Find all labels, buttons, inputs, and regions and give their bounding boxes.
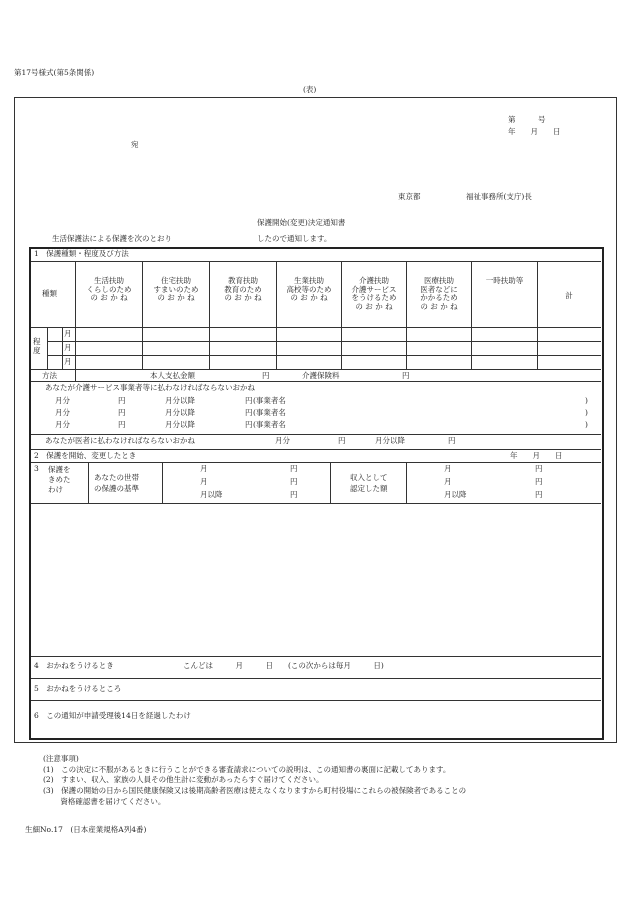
income-label: 収入として 認定した額: [350, 473, 388, 493]
yen: 円: [448, 436, 456, 445]
yen: 円: [402, 371, 410, 380]
degree-month-2: 月: [64, 343, 72, 352]
form-number: 第17号様式(第5条関係): [14, 68, 95, 77]
sender-prefecture: 東京都: [398, 192, 421, 201]
care-from-month: 月分以降: [165, 408, 195, 417]
notes: [43, 755, 466, 808]
col-care: 介護扶助 介護サービス をうけるため の お か ね: [351, 276, 397, 311]
provider-name: (事業者名: [253, 396, 286, 405]
yen: 円: [245, 408, 253, 417]
section-4-text: こんどは 月 日 (この次からは毎月 日): [183, 661, 384, 670]
addressee: 宛: [131, 140, 139, 149]
self-pay-label: 本人支払金額: [150, 371, 195, 380]
yen: 円: [245, 396, 253, 405]
doctor-label: あなたが医者に払わなければならないおかね: [45, 436, 195, 445]
yen: 円: [535, 477, 543, 486]
section-6-title: 6 この通知が申請受理後14日を経過したわけ: [34, 711, 191, 720]
care-month: 月分: [55, 420, 70, 429]
standard-month-after: 月以降: [200, 490, 223, 499]
intro-text: 生活保護法による保護を次のとおり: [52, 234, 172, 243]
footer-code: 生細No.17 (日本産業規格A列4番): [25, 825, 147, 834]
note-item: (1) この決定に不服があるときに行うことができる審査請求についての説明は、この通知書の裏面に記載してあります。: [43, 764, 451, 774]
section-3-number: 3: [34, 464, 39, 473]
section-1-title: 1 保護種類・程度及び方法: [34, 249, 129, 258]
close-paren: ): [585, 408, 588, 417]
close-paren: ): [585, 396, 588, 405]
document-number: 第 号: [508, 115, 546, 124]
yen: 円: [290, 477, 298, 486]
close-paren: ): [585, 420, 588, 429]
method-label: 方法: [42, 371, 57, 380]
standard-label: あなたの世帯 の保護の基準: [94, 473, 139, 493]
income-month-1: 月: [444, 464, 452, 473]
issue-date: 年 月 日: [508, 127, 561, 136]
reason-label: 保護を きめた わけ: [48, 465, 71, 495]
yen: 円: [118, 396, 126, 405]
care-month: 月分: [55, 408, 70, 417]
yen: 円: [535, 464, 543, 473]
doctor-month: 月分: [275, 436, 290, 445]
care-month: 月分: [55, 396, 70, 405]
yen: 円: [262, 371, 270, 380]
col-occupation: 生業扶助 高校等のため の お か ね: [286, 276, 332, 303]
front-label: (表): [303, 85, 317, 94]
yen: 円: [290, 490, 298, 499]
col-medical: 医療扶助 医者などに かかるため の お か ね: [420, 276, 458, 311]
care-from-month: 月分以降: [165, 396, 195, 405]
col-total: 計: [565, 291, 573, 300]
yen: 円: [118, 420, 126, 429]
income-month-2: 月: [444, 477, 452, 486]
care-from-month: 月分以降: [165, 420, 195, 429]
section-4-title: 4 おかねをうけるとき: [34, 661, 114, 670]
section-2-title: 2 保護を開始、変更したとき: [34, 451, 137, 460]
col-housing: 住宅扶助 すまいのため の お か ね: [153, 276, 199, 303]
degree-month-3: 月: [64, 357, 72, 366]
col-living: 生活扶助 くらしのため の お か ね: [86, 276, 132, 303]
care-insurance-label: 介護保険料: [302, 371, 340, 380]
provider-name: (事業者名: [253, 420, 286, 429]
intro-text-end: したので通知します。: [257, 234, 332, 243]
document-title: 保護開始(変更)決定通知書: [257, 218, 346, 227]
yen: 円: [338, 436, 346, 445]
note-item: (2) すまい、収入、家族の人員その他生計に変動があったらすぐ届けてください。: [43, 775, 324, 785]
care-services-label: あなたが介護サービス事業者等に払わなければならないおかね: [45, 383, 255, 392]
income-month-after: 月以降: [444, 490, 467, 499]
section-2-date: 年 月 日: [510, 451, 563, 460]
note-item: 資格確認書を届けてください。: [43, 796, 166, 806]
provider-name: (事業者名: [253, 408, 286, 417]
yen: 円: [245, 420, 253, 429]
standard-month-2: 月: [200, 477, 208, 486]
yen: 円: [290, 464, 298, 473]
degree-month-1: 月: [64, 329, 72, 338]
type-label: 種類: [42, 289, 57, 298]
degree-label: 程度: [33, 337, 41, 355]
section-5-title: 5 おかねをうけるところ: [34, 684, 122, 693]
standard-month-1: 月: [200, 464, 208, 473]
note-item: (3) 保護の開始の日から国民健康保険又は後期高齢者医療は使えなくなりますから町村役場にこれらの被保険者であることの: [43, 785, 467, 795]
col-temporary: 一時扶助等: [485, 276, 524, 285]
col-education: 教育扶助 教育のため の お か ね: [224, 276, 262, 303]
yen: 円: [535, 490, 543, 499]
yen: 円: [118, 408, 126, 417]
notes-heading: (注意事項): [43, 754, 79, 763]
sender-office: 福祉事務所(支庁)長: [466, 192, 532, 201]
doctor-from-month: 月分以降: [375, 436, 405, 445]
